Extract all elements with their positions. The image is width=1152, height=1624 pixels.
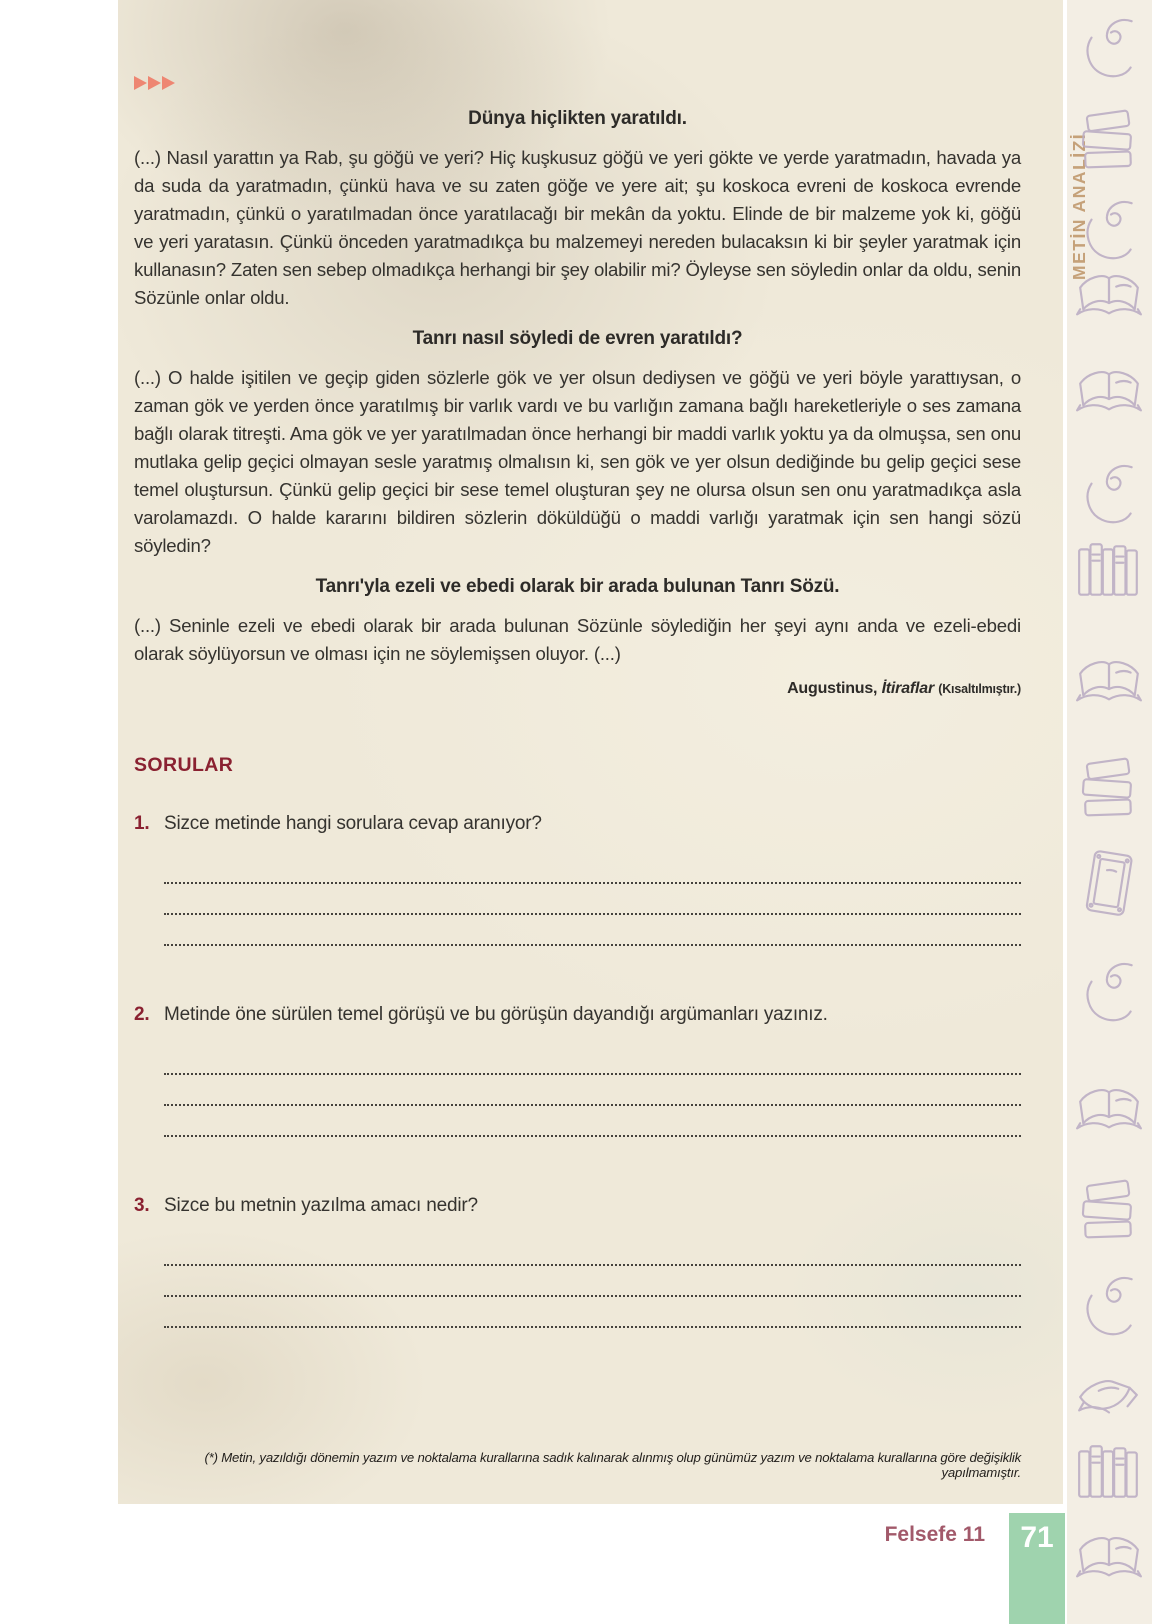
question-3-number: 3. xyxy=(134,1195,150,1216)
open-book-icon xyxy=(1074,362,1144,420)
triangle-icon xyxy=(162,76,175,90)
answer-line xyxy=(164,1044,1021,1075)
reading-heading-2: Tanrı nasıl söyledi de evren yaratıldı? xyxy=(412,328,743,349)
question-1-number: 1. xyxy=(134,813,150,834)
open-book-icon xyxy=(1074,266,1144,324)
author-name: Augustinus, xyxy=(787,680,878,697)
reading-heading-1: Dünya hiçlikten yaratıldı. xyxy=(468,108,687,129)
open-book-icon xyxy=(1074,652,1144,710)
answer-line xyxy=(164,853,1021,884)
answer-line xyxy=(164,1266,1021,1297)
fanned-book-icon xyxy=(1074,1362,1144,1422)
question-3 xyxy=(134,1193,1021,1328)
question-2-answer-area[interactable] xyxy=(164,1044,1021,1137)
triangle-icon xyxy=(134,76,147,90)
swirl-icon xyxy=(1074,196,1144,276)
stacked-books-icon xyxy=(1074,1178,1144,1244)
reading-paragraph-3: (...) Seninle ezeli ve ebedi olarak bir arada bulunan Sözünle söylediğin her şeyi aynı anda ve ezeli-ebedi olarak söylüyorsun ve olması için ne söylemişsen oluyor. (...) xyxy=(134,615,1021,664)
reading-paragraph-2: (...) O halde işitilen ve geçip giden sözlerle gök ve yer olsun dediysen ve göğü ve yeri böyle yarattıysan, o zaman gök ve yerden önce yaratılmış bir varlık vardı ve bu varlığın zamana bağlı hareketleriyle o ses zamana bağlı olarak titreşti. Ama gök ve yer yaratılmadan önce herhangi bir maddi varlık yoktu ya da olmuşsa, sen onu mutlaka gelip geçici olmayan sesle yaratmış olmalısın ki, sen gök ve yer olsun dediğinde bu gelip geçici sese temel oluştursun. Çünkü gelip geçici bir sese temel oluşturan şey ne olursa olsun sen onu yaratmadıkça asla varolamazdı. O halde kararını bildiren sözlerin döküldüğü o maddi varlığı yaratmak için sen hangi sözü söyledin? xyxy=(134,367,1021,556)
question-3-text: Sizce bu metnin yazılma amacı nedir? xyxy=(164,1195,478,1216)
margin-sidebar xyxy=(1067,0,1152,1624)
question-2-text: Metinde öne sürülen temel görüşü ve bu görüşün dayandığı argümanları yazınız. xyxy=(164,1004,828,1025)
course-label: Felsefe 11 xyxy=(884,1523,985,1546)
reading-heading-3: Tanrı'yla ezeli ve ebedi olarak bir arada bulunan Tanrı Sözü. xyxy=(315,576,840,597)
question-1 xyxy=(134,811,1021,946)
questions-heading: SORULAR xyxy=(134,754,234,776)
book-spines-icon xyxy=(1074,1438,1144,1502)
question-2-number: 2. xyxy=(134,1004,150,1025)
question-1-text: Sizce metinde hangi sorulara cevap aranıyor? xyxy=(164,813,542,834)
triangle-icon xyxy=(148,76,161,90)
question-3-answer-area[interactable] xyxy=(164,1235,1021,1328)
open-book-icon xyxy=(1074,1080,1144,1138)
question-1-answer-area[interactable] xyxy=(164,853,1021,946)
swirl-icon xyxy=(1074,14,1144,94)
answer-line xyxy=(164,884,1021,915)
forward-arrows-icon xyxy=(134,76,1021,92)
worksheet-content xyxy=(134,76,1021,1328)
swirl-icon xyxy=(1074,460,1144,540)
swirl-icon xyxy=(1074,1272,1144,1352)
answer-line xyxy=(164,1106,1021,1137)
footnote: (*) Metin, yazıldığı dönemin yazım ve noktalama kurallarına sadık kalınarak alınmış olup günümüz yazım ve noktalama kurallarına göre değişiklik yapılmamıştır. xyxy=(204,1450,1021,1480)
answer-line xyxy=(164,1297,1021,1328)
open-book-icon xyxy=(1074,1528,1144,1586)
source-attribution xyxy=(134,680,1021,698)
closed-book-icon xyxy=(1074,846,1144,922)
worksheet-paper xyxy=(118,0,1063,1504)
abridged-note: (Kısaltılmıştır.) xyxy=(938,682,1021,696)
answer-line xyxy=(164,915,1021,946)
question-2 xyxy=(134,1002,1021,1137)
book-spines-icon xyxy=(1074,536,1144,600)
swirl-icon xyxy=(1074,958,1144,1038)
answer-line xyxy=(164,1235,1021,1266)
reading-paragraph-1: (...) Nasıl yarattın ya Rab, şu göğü ve yeri? Hiç kuşkusuz göğü ve yeri gökte ve yerde yaratmadın, havada ya da suda da yaratmadın, çünkü hava ve su zaten göğe ve yere ait; şu koskoca evreni de koskoca evrende yaratmadın, çünkü o yaratılmadan önce yaratılacağı bir mekân da yoktu. Elinde de bir malzeme yok ki, göğü ve yeri yaratasın. Çünkü önceden yaratmadıkça bu malzemeyi nereden bulacaksın ki bir şeyler yaratmak için kullanasın? Zaten sen sebep olmadıkça herhangi bir şey olabilir mi? Öyleyse sen söyledin onlar da oldu, senin Sözünle onlar oldu. xyxy=(134,147,1021,308)
answer-line xyxy=(164,1075,1021,1106)
stacked-books-icon xyxy=(1074,756,1144,822)
sidebar-section-label: METİN ANALİZİ xyxy=(1069,132,1089,280)
stacked-books-icon xyxy=(1074,108,1144,174)
page-number-badge xyxy=(1009,1513,1065,1624)
page-number: 71 xyxy=(1020,1521,1054,1554)
work-title: İtiraflar xyxy=(881,680,935,697)
